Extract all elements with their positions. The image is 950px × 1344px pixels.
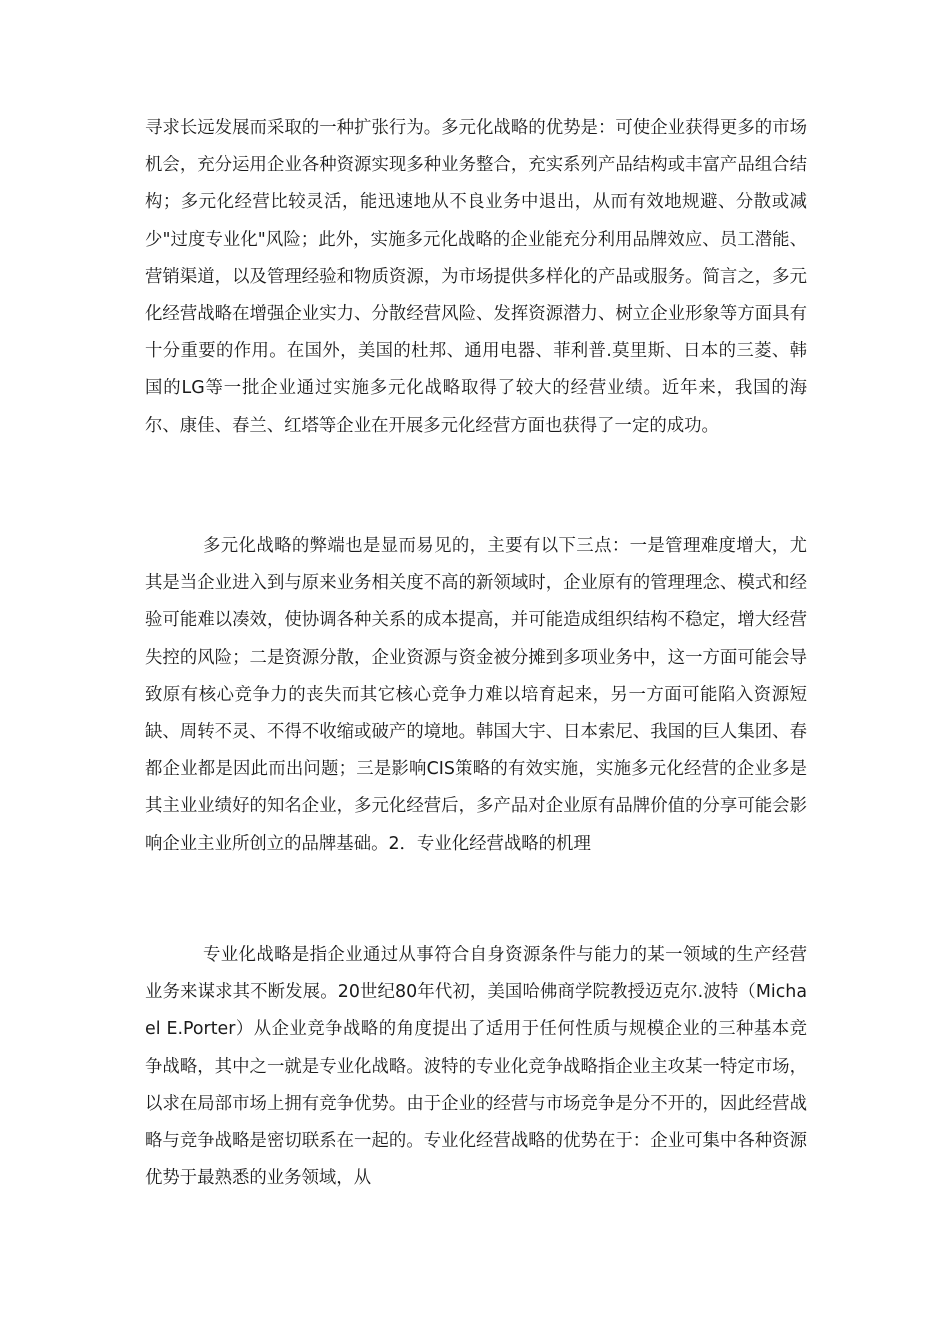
paragraph-diversification-advantages: 寻求长远发展而采取的一种扩张行为。多元化战略的优势是：可使企业获得更多的市场机会，充分运用企业各种资源实现多种业务整合，充实系列产品结构或丰富产品组合结构；多元化经营比较灵活，能迅速地从不良业务中退出，从而有效地规避、分散或减少"过度专业化"风险；此外，实施多元化战略的企业能充分利用品牌效应、员工潜能、营销渠道，以及管理经验和物质资源，为市场提供多样化的产品或服务。简言之，多元化经营战略在增强企业实力、分散经营风险、发挥资源潜力、树立企业形象等方面具有十分重要的作用。在国外，美国的杜邦、通用电器、菲利普.莫里斯、日本的三菱、韩国的LG等一批企业通过实施多元化战略取得了较大的经营业绩。近年来，我国的海尔、康佳、春兰、红塔等企业在开展多元化经营方面也获得了一定的成功。 xyxy=(145,118,807,436)
paragraph-diversification-drawbacks: 多元化战略的弊端也是显而易见的，主要有以下三点：一是管理难度增大，尤其是当企业进入到与原来业务相关度不高的新领域时，企业原有的管理理念、模式和经验可能难以凑效，使协调各种关系的成本提高，并可能造成组织结构不稳定，增大经营失控的风险；二是资源分散，企业资源与资金被分摊到多项业务中，这一方面可能会导致原有核心竞争力的丧失而其它核心竞争力难以培育起来，另一方面可能陷入资源短缺、周转不灵、不得不收缩或破产的境地。韩国大宇、日本索尼、我国的巨人集团、春都企业都是因此而出问题；三是影响CIS策略的有效实施，实施多元化经营的企业多是其主业业绩好的知名企业，多元化经营后，多产品对企业原有品牌价值的分享可能会影响企业主业所创立的品牌基础。2．专业化经营战略的机理 xyxy=(145,536,807,854)
paragraph-specialization-strategy: 专业化战略是指企业通过从事符合自身资源条件与能力的某一领域的生产经营业务来谋求其不断发展。20世纪80年代初，美国哈佛商学院教授迈克尔.波特（Michael E.Porter）从企业竞争战略的角度提出了适用于任何性质与规模企业的三种基本竞争战略，其中之一就是专业化战略。波特的专业化竞争战略指企业主攻某一特定市场，以求在局部市场上拥有竞争优势。由于企业的经营与市场竞争是分不开的，因此经营战略与竞争战略是密切联系在一起的。专业化经营战略的优势在于：企业可集中各种资源优势于最熟悉的业务领域，从 xyxy=(145,945,807,1189)
